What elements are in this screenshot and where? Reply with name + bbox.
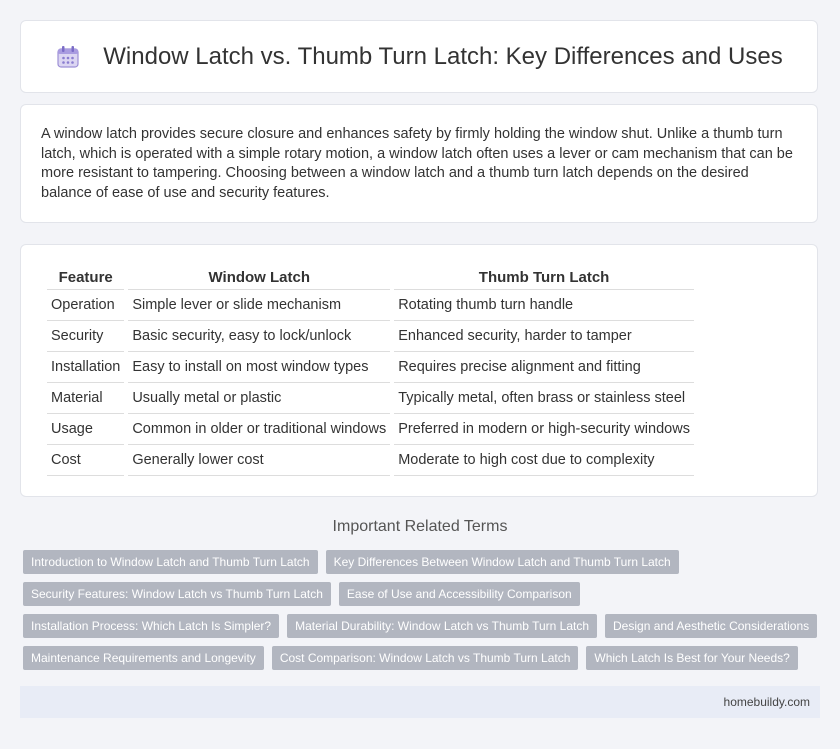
table-cell: Enhanced security, harder to tamper (394, 321, 694, 352)
related-term-tag[interactable]: Cost Comparison: Window Latch vs Thumb Turn Latch (272, 646, 579, 670)
related-term-tag[interactable]: Which Latch Is Best for Your Needs? (586, 646, 797, 670)
calendar-icon (55, 44, 81, 70)
related-term-tag[interactable]: Ease of Use and Accessibility Comparison (339, 582, 580, 606)
page-title (55, 43, 782, 71)
comparison-card (20, 244, 818, 497)
related-term-tag[interactable]: Installation Process: Which Latch Is Simpler? (23, 614, 279, 638)
related-term-tag[interactable]: Maintenance Requirements and Longevity (23, 646, 264, 670)
table-cell: Material (47, 383, 124, 414)
table-cell: Typically metal, often brass or stainless steel (394, 383, 694, 414)
related-term-tag[interactable]: Key Differences Between Window Latch and Thumb Turn Latch (326, 550, 679, 574)
table-row (47, 352, 694, 383)
footer-site-link[interactable]: homebuildy.com (723, 695, 810, 709)
footer (20, 686, 820, 718)
table-cell: Rotating thumb turn handle (394, 290, 694, 321)
related-term-tag[interactable]: Material Durability: Window Latch vs Thumb Turn Latch (287, 614, 597, 638)
table-row (47, 321, 694, 352)
intro-paragraph: A window latch provides secure closure and enhances safety by firmly holding the window shut. Unlike a thumb turn latch, which is operated with a simple rotary motion, a window latch often uses a lever or cam mechanism that can be more resistant to tampering. Choosing between a window latch and a thumb turn latch depends on the desired balance of ease of use and security features. (41, 126, 793, 201)
table-cell: Common in older or traditional windows (128, 414, 390, 445)
table-cell: Security (47, 321, 124, 352)
table-cell: Simple lever or slide mechanism (128, 290, 390, 321)
related-term-tag[interactable]: Security Features: Window Latch vs Thumb Turn Latch (23, 582, 331, 606)
related-term-tag[interactable]: Introduction to Window Latch and Thumb Turn Latch (23, 550, 318, 574)
table-row (47, 383, 694, 414)
table-cell: Easy to install on most window types (128, 352, 390, 383)
table-cell: Usually metal or plastic (128, 383, 390, 414)
table-cell: Usage (47, 414, 124, 445)
page-title-text: Window Latch vs. Thumb Turn Latch: Key Differences and Uses (103, 42, 783, 70)
related-terms-tags (23, 550, 823, 670)
table-cell: Preferred in modern or high-security windows (394, 414, 694, 445)
table-header-row (47, 265, 694, 290)
table-cell: Basic security, easy to lock/unlock (128, 321, 390, 352)
table-row (47, 445, 694, 476)
table-cell: Generally lower cost (128, 445, 390, 476)
column-header: Thumb Turn Latch (394, 265, 694, 290)
header-card (20, 20, 818, 93)
table-row (47, 290, 694, 321)
table-cell: Operation (47, 290, 124, 321)
column-header: Feature (47, 265, 124, 290)
comparison-table (43, 265, 698, 476)
intro-card (20, 104, 818, 223)
column-header: Window Latch (128, 265, 390, 290)
related-terms-title: Important Related Terms (332, 518, 508, 535)
table-row (47, 414, 694, 445)
table-cell: Requires precise alignment and fitting (394, 352, 694, 383)
table-cell: Moderate to high cost due to complexity (394, 445, 694, 476)
table-cell: Installation (47, 352, 124, 383)
table-cell: Cost (47, 445, 124, 476)
related-term-tag[interactable]: Design and Aesthetic Considerations (605, 614, 817, 638)
